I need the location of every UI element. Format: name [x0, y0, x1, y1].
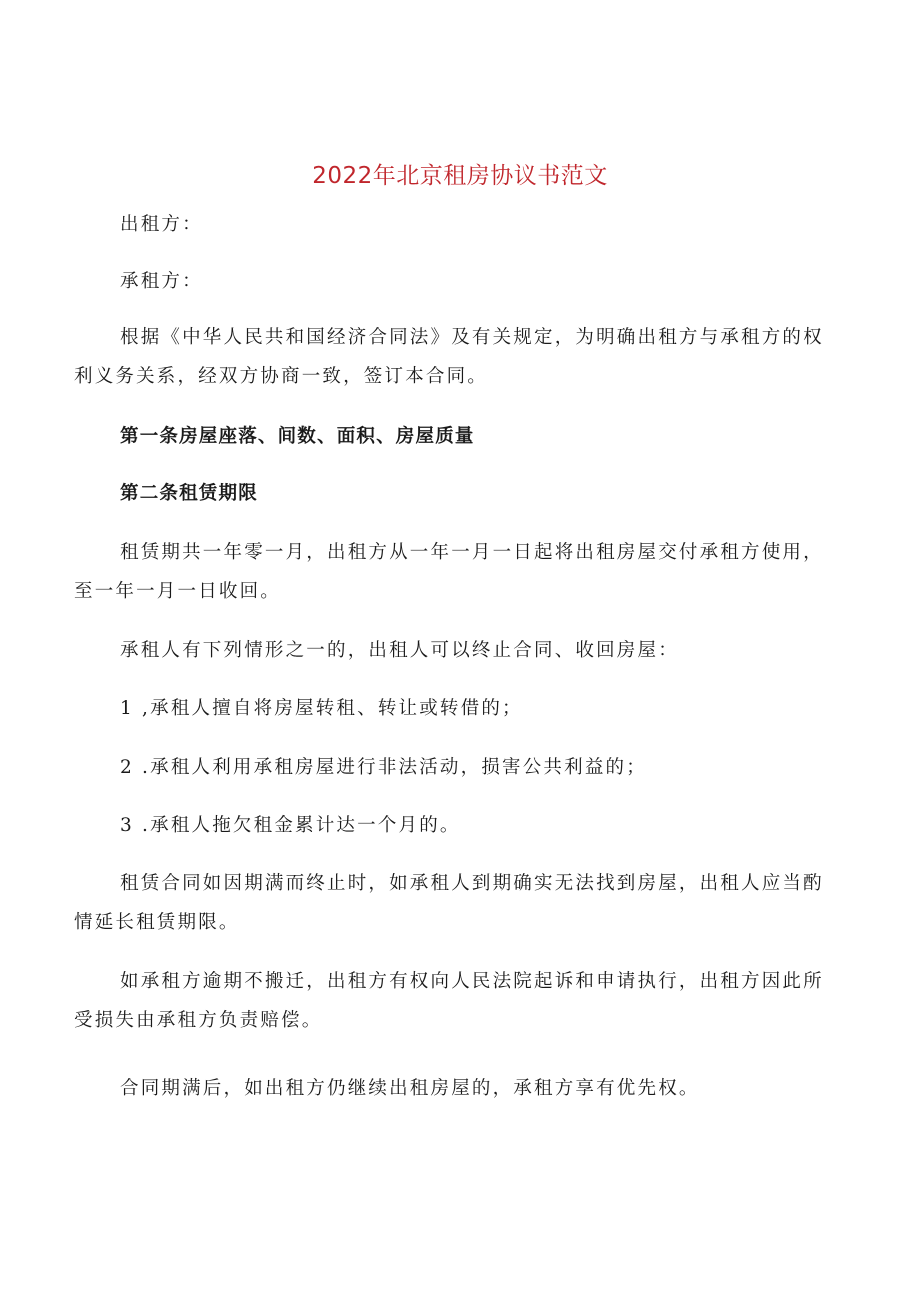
list-item-1: 1 ,承租人擅自将房屋转租、转让或转借的；: [120, 698, 523, 719]
document-title: 2022年北京租房协议书范文: [312, 163, 608, 189]
lessee-line: 承租方：: [120, 271, 203, 292]
extension-paragraph: 租赁合同如因期满而终止时，如承租人到期确实无法找到房屋，出租人应当酌情延长租赁期限。: [74, 873, 824, 933]
article-2-heading: 第二条租赁期限: [120, 483, 258, 504]
priority-paragraph: 合同期满后，如出租方仍继续出租房屋的，承租方享有优先权。: [120, 1078, 700, 1099]
overdue-paragraph: 如承租方逾期不搬迁，出租方有权向人民法院起诉和申请执行，出租方因此所受损失由承租方负责赔偿。: [74, 971, 824, 1031]
termination-intro-paragraph: 承租人有下列情形之一的，出租人可以终止合同、收回房屋：: [120, 640, 679, 661]
lessor-line: 出租方：: [120, 214, 203, 235]
article-1-heading: 第一条房屋座落、间数、面积、房屋质量: [120, 426, 475, 447]
list-item-2: 2 .承租人利用承租房屋进行非法活动，损害公共利益的；: [120, 757, 647, 778]
list-item-3: 3 .承租人拖欠租金累计达一个月的。: [120, 815, 461, 836]
preamble-paragraph: 根据《中华人民共和国经济合同法》及有关规定，为明确出租方与承租方的权利义务关系，经双方协商一致，签订本合同。: [74, 327, 824, 387]
term-paragraph: 租赁期共一年零一月，出租方从一年一月一日起将出租房屋交付承租方使用，至一年一月一日收回。: [74, 542, 824, 602]
